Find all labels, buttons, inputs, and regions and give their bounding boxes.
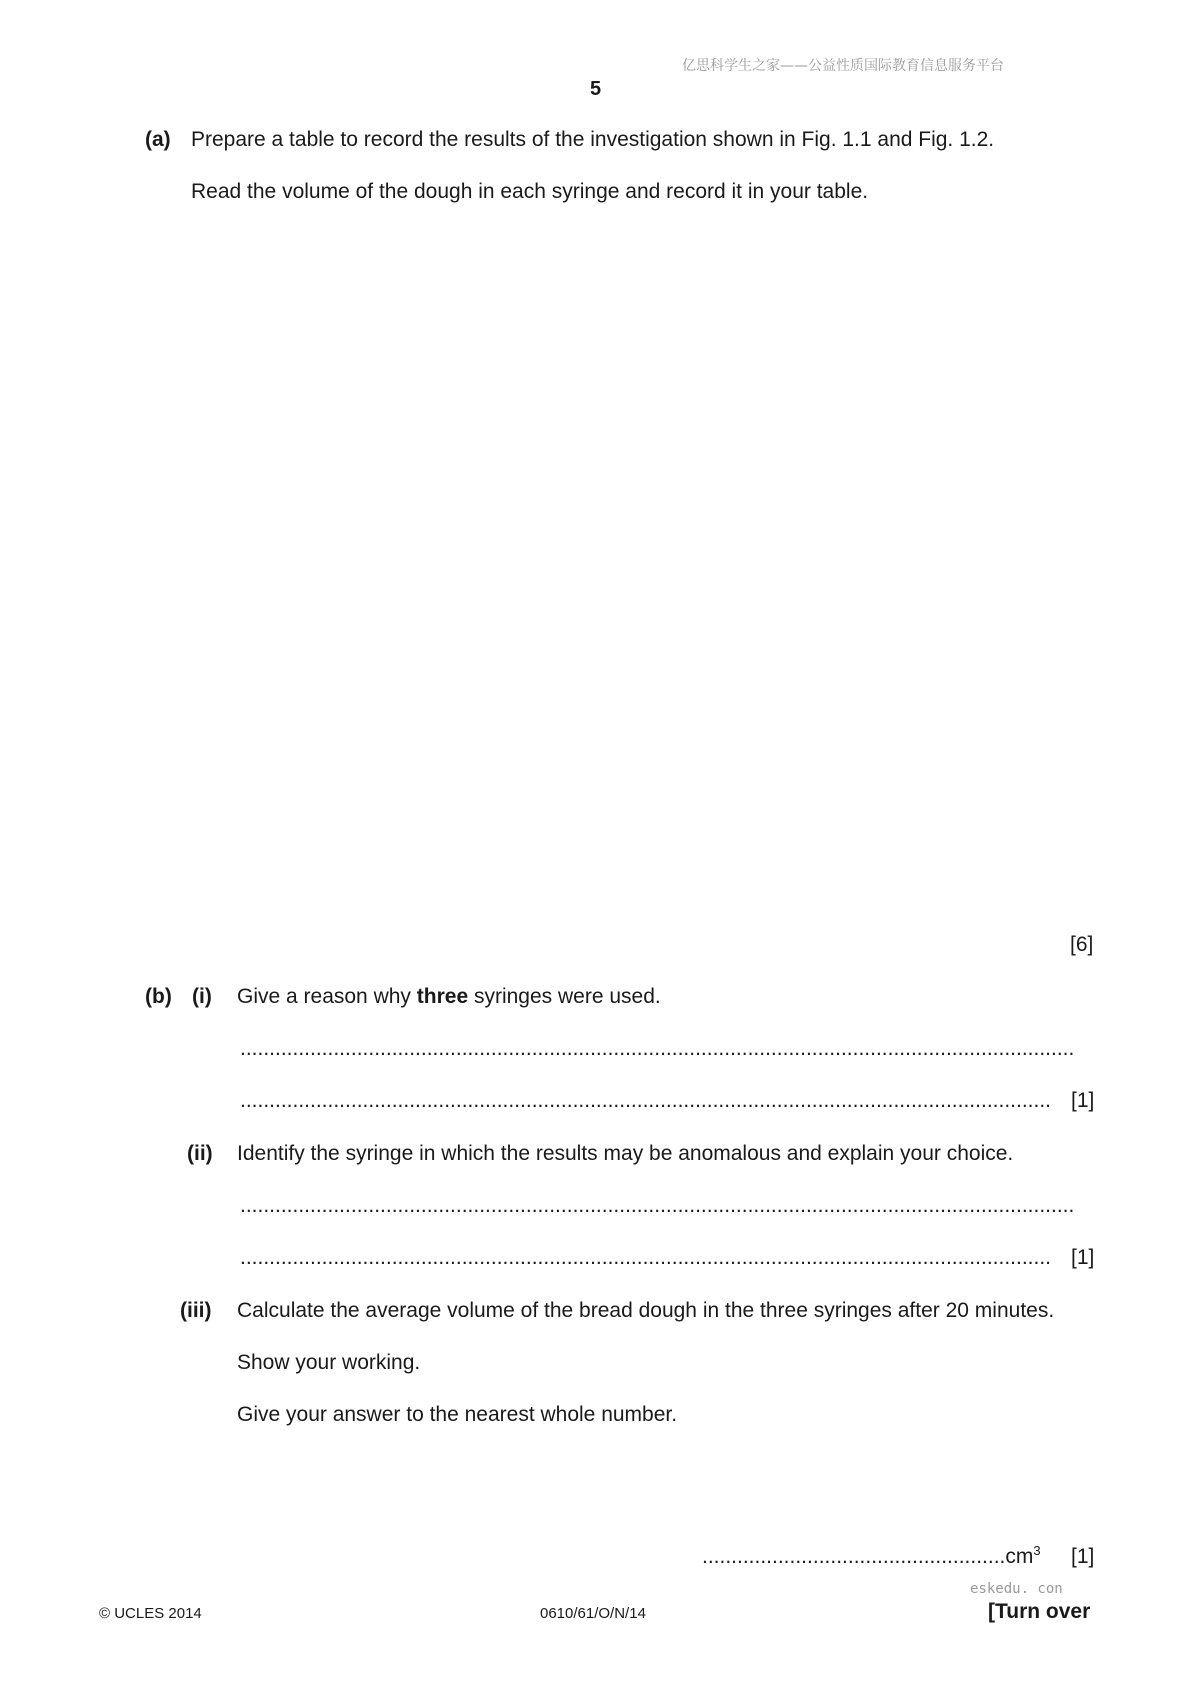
part-b-iii-marks: [1] [1071, 1545, 1095, 1568]
part-b-ii-label: (ii) [187, 1142, 213, 1165]
part-a-marks: [6] [1070, 933, 1094, 956]
page-number: 5 [590, 78, 602, 100]
part-b-ii-question: Identify the syringe in which the results may be anomalous and explain your choice. [237, 1142, 1014, 1165]
turn-over-label: [Turn over [988, 1600, 1091, 1623]
paper-code: 0610/61/O/N/14 [540, 1605, 646, 1622]
header-watermark: 亿思科学生之家——公益性质国际教育信息服务平台 [682, 58, 1004, 74]
part-b-i-answer-line-2[interactable]: ........................................................................................................................................... [240, 1089, 1051, 1112]
part-b-ii-answer-line-1[interactable]: ............................................................................................................................................... [240, 1194, 1075, 1217]
unit-superscript: 3 [1033, 1543, 1041, 1558]
table-answer-area[interactable] [191, 220, 1096, 910]
part-b-ii-marks: [1] [1071, 1246, 1095, 1269]
part-b-i-question: Give a reason why three syringes were used. [237, 985, 661, 1008]
part-b-label: (b) [145, 985, 172, 1008]
part-b-iii-rounding-instruction: Give your answer to the nearest whole number. [237, 1403, 678, 1426]
footer-watermark: eskedu. con [970, 1581, 1063, 1597]
part-b-i-answer-line-1[interactable]: ............................................................................................................................................... [240, 1037, 1075, 1060]
part-a-label: (a) [145, 128, 171, 151]
part-b-ii-answer-line-2[interactable]: ........................................................................................................................................... [240, 1246, 1051, 1269]
part-b-i-marks: [1] [1071, 1089, 1095, 1112]
part-b-i-label: (i) [192, 985, 212, 1008]
part-a-instruction-1: Prepare a table to record the results of the investigation shown in Fig. 1.1 and Fig. 1.2. [191, 128, 995, 151]
part-b-iii-question: Calculate the average volume of the bread dough in the three syringes after 20 minutes. [237, 1299, 1055, 1322]
unit: cm [1005, 1545, 1034, 1568]
copyright: © UCLES 2014 [99, 1605, 202, 1622]
part-b-iii-label: (iii) [180, 1299, 212, 1322]
working-area[interactable] [237, 1440, 1097, 1540]
answer-dots[interactable]: .................................................... [702, 1545, 1006, 1568]
part-b-iii-working-instruction: Show your working. [237, 1351, 421, 1374]
part-b-iii-answer-field[interactable] [702, 1545, 1041, 1569]
part-a-instruction-2: Read the volume of the dough in each syringe and record it in your table. [191, 180, 869, 203]
